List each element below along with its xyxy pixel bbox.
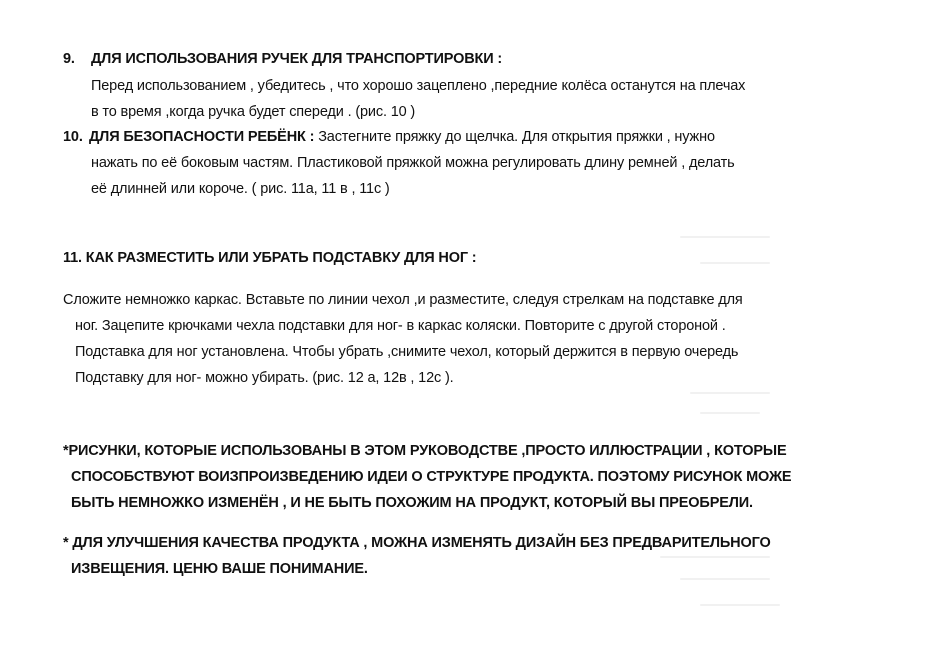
scan-artifact	[680, 578, 770, 580]
section-9-number: 9.	[63, 51, 75, 67]
section-9-text-line-1: Перед использованием , убедитесь , что хорошо зацеплено ,передние колёса останутся на плечах	[91, 78, 746, 94]
note-1-line-1: *РИСУНКИ, КОТОРЫЕ ИСПОЛЬЗОВАНЫ В ЭТОМ РУКОВОДСТВЕ ,ПРОСТО ИЛЛЮСТРАЦИИ , КОТОРЫЕ	[63, 443, 787, 459]
section-10-line-1	[63, 128, 715, 146]
scan-artifact	[700, 604, 780, 606]
section-11-text-line-1: Сложите немножко каркас. Вставьте по линии чехол ,и разместите, следуя стрелкам на подставке для	[63, 292, 743, 308]
scan-artifact	[700, 262, 770, 264]
section-10-text-line-2: нажать по её боковым частям. Пластиковой пряжкой можна регулировать длину ремней , делать	[91, 155, 735, 171]
section-11-heading: 11. КАК РАЗМЕСТИТЬ ИЛИ УБРАТЬ ПОДСТАВКУ ДЛЯ НОГ :	[63, 250, 477, 266]
section-11-text-line-3: Подставка для ног установлена. Чтобы убрать ,снимите чехол, который держится в первую очередь	[75, 344, 739, 360]
note-2-line-2: ИЗВЕЩЕНИЯ. ЦЕНЮ ВАШЕ ПОНИМАНИЕ.	[71, 561, 368, 577]
scan-artifact	[660, 556, 770, 558]
scan-artifact	[700, 412, 760, 414]
section-11-text-line-4: Подставку для ног- можно убирать. (рис. 12 а, 12в , 12с ).	[75, 370, 454, 386]
section-10-title: ДЛЯ БЕЗОПАСНОСТИ РЕБЁНК :	[89, 129, 315, 145]
section-10-text-start: Застегните пряжку до щелчка. Для открытия пряжки , нужно	[318, 129, 715, 145]
section-10-number: 10.	[63, 129, 83, 145]
note-1-line-3: БЫТЬ НЕМНОЖКО ИЗМЕНЁН , И НЕ БЫТЬ ПОХОЖИМ НА ПРОДУКТ, КОТОРЫЙ ВЫ ПРЕОБРЕЛИ.	[71, 495, 753, 511]
note-2-line-1: * ДЛЯ УЛУЧШЕНИЯ КАЧЕСТВА ПРОДУКТА , МОЖНА ИЗМЕНЯТЬ ДИЗАЙН БЕЗ ПРЕДВАРИТЕЛЬНОГО	[63, 535, 771, 551]
section-11-text-line-2: ног. Зацепите крючками чехла подставки для ног- в каркас коляски. Повторите с другой стороной .	[75, 318, 726, 334]
section-10-text-line-3: её длинней или короче. ( рис. 11а, 11 в , 11с )	[91, 181, 390, 197]
scan-artifact	[690, 392, 770, 394]
note-1-line-2: СПОСОБСТВУЮТ ВОИЗПРОИЗВЕДЕНИЮ ИДЕИ О СТРУКТУРЕ ПРОДУКТА. ПОЭТОМУ РИСУНОК МОЖЕ	[71, 469, 792, 485]
section-9-title: ДЛЯ ИСПОЛЬЗОВАНИЯ РУЧЕК ДЛЯ ТРАНСПОРТИРОВКИ :	[91, 51, 503, 67]
section-9-heading	[63, 50, 502, 68]
scan-artifact	[680, 236, 770, 238]
section-9-text-line-2: в то время ,когда ручка будет спереди . (рис. 10 )	[91, 104, 416, 120]
